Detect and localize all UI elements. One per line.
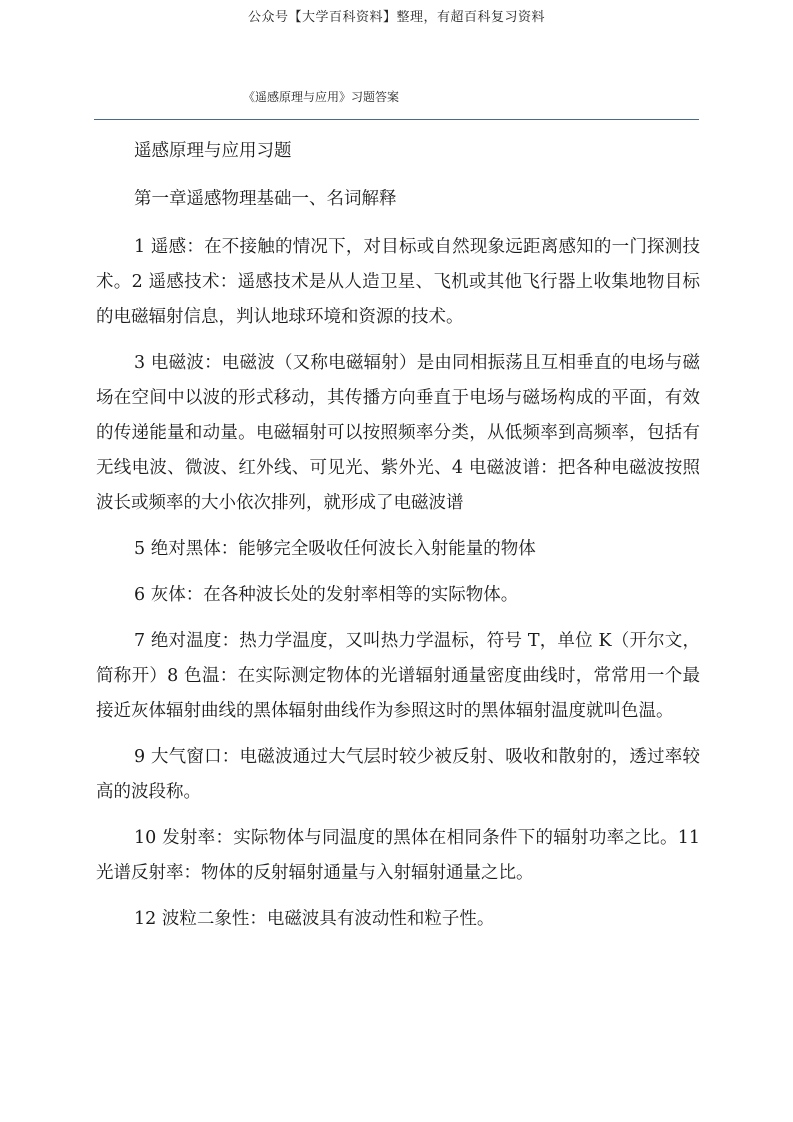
header-divider — [94, 119, 699, 120]
running-header: 《遥感原理与应用》习题答案 — [243, 90, 400, 104]
document-body — [96, 134, 700, 948]
document-title: 遥感原理与应用习题 — [134, 141, 292, 161]
paragraph-6: 9 大气窗口：电磁波通过大气层时较少被反射、吸收和散射的，透过率较高的波段称。 — [96, 747, 700, 802]
paragraph-8: 12 波粒二象性：电磁波具有波动性和粒子性。 — [134, 909, 495, 929]
paragraph-5: 7 绝对温度：热力学温度，又叫热力学温标，符号 T，单位 K（开尔文，简称开）8 色温：在实际测定物体的光谱辐射通量密度曲线时，常常用一个最接近灰体辐射曲线的黑体辐射曲线作为参照这时的黑体辐射温度就叫色温。 — [96, 631, 700, 721]
paragraph-3: 5 绝对黑体：能够完全吸收任何波长入射能量的物体 — [134, 539, 536, 559]
watermark-banner: 公众号【大学百科资料】整理，有超百科复习资料 — [247, 10, 545, 25]
paragraph-2: 3 电磁波：电磁波（又称电磁辐射）是由同相振荡且互相垂直的电场与磁场在空间中以波的形式移动，其传播方向垂直于电场与磁场构成的平面，有效的传递能量和动量。电磁辐射可以按照频率分类，从低频率到高频率，包括有无线电波、微波、红外线、可见光、紫外光、4 电磁波谱：把各种电磁波按照波长或频率的大小依次排列，就形成了电磁波谱 — [96, 353, 700, 513]
paragraph-4: 6 灰体：在各种波长处的发射率相等的实际物体。 — [134, 585, 519, 605]
paragraph-1: 1 遥感：在不接触的情况下，对目标或自然现象远距离感知的一门探测技术。2 遥感技术：遥感技术是从人造卫星、飞机或其他飞行器上收集地物目标的电磁辐射信息，判认地球环境和资源的技术。 — [96, 237, 700, 327]
paragraph-7: 10 发射率：实际物体与同温度的黑体在相同条件下的辐射功率之比。11 光谱反射率：物体的反射辐射通量与入射辐射通量之比。 — [96, 828, 700, 883]
chapter-heading: 第一章遥感物理基础一、名词解释 — [134, 189, 397, 209]
